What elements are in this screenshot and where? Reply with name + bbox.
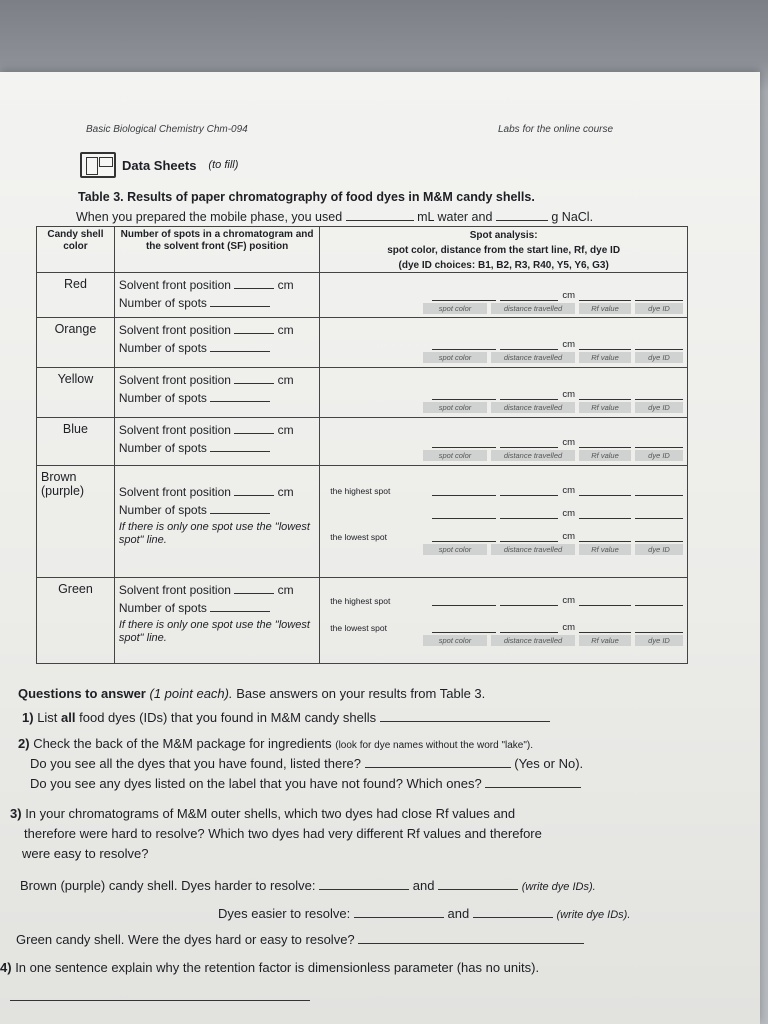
caption-distance: distance travelled (491, 450, 575, 461)
spot-analysis-cell (320, 273, 688, 318)
q1-answer-blank[interactable] (380, 710, 550, 722)
rf-blank[interactable] (579, 291, 631, 301)
rf-blank[interactable] (579, 486, 631, 496)
number-spots-blank[interactable] (210, 440, 270, 452)
caption-rf: Rf value (579, 303, 631, 314)
cm-unit: cm (562, 290, 575, 301)
data-sheets-title: Data Sheets (122, 157, 197, 173)
table-header-row (37, 227, 688, 273)
data-sheets-heading (80, 152, 238, 178)
solvent-front-blank[interactable] (234, 582, 274, 594)
caption-dye: dye ID (635, 544, 683, 555)
green-text: Green candy shell. Were the dyes hard or easy to resolve? (16, 932, 355, 947)
chromatography-results-table (36, 226, 688, 664)
q3-number: 3) (10, 806, 22, 821)
q2-which-blank[interactable] (485, 776, 581, 788)
q1-text-a: List (37, 710, 58, 725)
question-2-line-3 (30, 776, 581, 791)
spot-color-blank[interactable] (432, 486, 496, 496)
caption-rf: Rf value (579, 635, 631, 646)
dye-id-blank[interactable] (635, 532, 683, 542)
rf-blank[interactable] (579, 623, 631, 633)
distance-blank[interactable] (500, 486, 558, 496)
spot-color-blank[interactable] (432, 532, 496, 542)
dye-id-blank[interactable] (635, 486, 683, 496)
distance-blank[interactable] (500, 390, 558, 400)
solvent-front-label: Solvent front position (118, 323, 231, 337)
intro-italic: (1 point each). (149, 686, 233, 701)
header-candy-color: Candy shell color (37, 227, 115, 273)
labs-header: Labs for the online course (498, 124, 614, 135)
q4-answer-line[interactable] (10, 1000, 310, 1001)
cm-unit: cm (277, 423, 294, 437)
dye-id-blank[interactable] (635, 340, 683, 350)
table-title: Table 3. Results of paper chromatography of food dyes in M&M candy shells. (78, 190, 535, 204)
candy-color: Blue (37, 418, 115, 466)
dye-id-blank[interactable] (635, 291, 683, 301)
candy-color: Brown (purple) (37, 466, 115, 578)
header-number-spots: Number of spots in a chromatogram and the solvent front (SF) position (114, 227, 319, 273)
number-spots-label: Number of spots (118, 601, 207, 615)
spot-analysis-cell (320, 318, 688, 368)
solvent-cell (114, 418, 319, 466)
spot-analysis-cell (320, 578, 688, 664)
solvent-front-label: Solvent front position (118, 485, 231, 499)
one-spot-note: If there is only one spot use the "lowest spot" line. (118, 521, 310, 547)
data-sheet-icon (80, 152, 116, 178)
table-row-green (37, 578, 688, 664)
caption-rf: Rf value (579, 352, 631, 363)
cm-unit: cm (277, 373, 294, 387)
spot-analysis-desc: spot color, distance from the start line, Rf, dye ID (387, 245, 621, 256)
solvent-cell (114, 368, 319, 418)
dye-id-blank[interactable] (635, 596, 683, 606)
lowest-spot-label: the lowest spot (330, 623, 387, 633)
cm-unit: cm (562, 595, 575, 606)
caption-dye: dye ID (635, 352, 683, 363)
solvent-cell (114, 273, 319, 318)
caption-dye: dye ID (635, 450, 683, 461)
question-2-line-2 (30, 756, 583, 771)
caption-dye: dye ID (635, 635, 683, 646)
number-spots-label: Number of spots (118, 296, 207, 310)
q2-yes-no-blank[interactable] (365, 756, 511, 768)
data-sheets-subtitle: (to fill) (208, 159, 239, 171)
table-row-yellow (37, 368, 688, 418)
cm-unit: cm (277, 583, 294, 597)
spot-color-blank[interactable] (432, 438, 496, 448)
mobile-phase-line (76, 209, 593, 224)
distance-blank[interactable] (500, 596, 558, 606)
caption-spot-color: spot color (423, 352, 487, 363)
spot-color-blank[interactable] (432, 509, 496, 519)
question-3-line-2: therefore were hard to resolve? Which two dyes had very different Rf values and therefore (24, 826, 542, 841)
brown-easy-dye-2[interactable] (473, 906, 553, 918)
candy-color: Orange (37, 318, 115, 368)
number-spots-blank[interactable] (210, 390, 270, 402)
brown-easy-dye-1[interactable] (354, 906, 444, 918)
table-row-blue (37, 418, 688, 466)
solvent-front-label: Solvent front position (118, 423, 231, 437)
dye-id-blank[interactable] (635, 438, 683, 448)
spot-color-blank[interactable] (432, 291, 496, 301)
dye-id-blank[interactable] (635, 509, 683, 519)
number-spots-label: Number of spots (118, 391, 207, 405)
cm-unit: cm (562, 622, 575, 633)
intro-bold: Questions to answer (18, 686, 146, 701)
cm-unit: cm (562, 339, 575, 350)
course-header: Basic Biological Chemistry Chm-094 (86, 124, 248, 135)
spot-color-blank[interactable] (432, 390, 496, 400)
caption-rf: Rf value (579, 450, 631, 461)
brown-shell-line (20, 878, 596, 893)
q4-text: In one sentence explain why the retention factor is dimensionless parameter (has no units). (15, 960, 540, 975)
solvent-front-blank[interactable] (234, 422, 274, 434)
q2-text-b: Do you see all the dyes that you have found, listed there? (30, 756, 361, 771)
prep-text-1: When you prepared the mobile phase, you used (76, 210, 343, 224)
solvent-front-blank[interactable] (234, 277, 274, 289)
q3-text-a: In your chromatograms of M&M outer shells, which two dyes had close Rf values and (25, 806, 516, 821)
rf-blank[interactable] (579, 340, 631, 350)
distance-blank[interactable] (500, 291, 558, 301)
and-word: and (447, 906, 470, 921)
candy-color: Green (37, 578, 115, 664)
highest-spot-label: the highest spot (330, 596, 391, 606)
q2-number: 2) (18, 736, 30, 751)
spot-analysis-cell (320, 368, 688, 418)
cm-unit: cm (277, 485, 294, 499)
question-1 (22, 710, 550, 725)
q1-bold: all (61, 710, 76, 725)
spot-color-blank[interactable] (432, 623, 496, 633)
number-spots-blank[interactable] (210, 340, 270, 352)
green-answer-blank[interactable] (358, 932, 584, 944)
number-spots-label: Number of spots (118, 503, 207, 517)
caption-distance: distance travelled (491, 303, 575, 314)
solvent-cell (114, 578, 319, 664)
brown-hard-dye-1[interactable] (319, 878, 409, 890)
cm-unit: cm (562, 437, 575, 448)
spot-color-blank[interactable] (432, 596, 496, 606)
caption-distance: distance travelled (491, 402, 575, 413)
water-volume-blank[interactable] (346, 209, 414, 221)
caption-spot-color: spot color (423, 450, 487, 461)
distance-blank[interactable] (500, 438, 558, 448)
spot-analysis-title: Spot analysis: (469, 230, 538, 241)
one-spot-note: If there is only one spot use the "lowest spot" line. (118, 619, 310, 645)
q1-number: 1) (22, 710, 34, 725)
caption-dye: dye ID (635, 402, 683, 413)
solvent-front-label: Solvent front position (118, 583, 231, 597)
table-row-red (37, 273, 688, 318)
prep-text-3: g NaCl. (551, 210, 594, 224)
easier-resolve-line (218, 906, 630, 921)
question-2 (18, 736, 533, 751)
rf-blank[interactable] (579, 532, 631, 542)
cm-unit: cm (562, 389, 575, 400)
lowest-spot-label: the lowest spot (330, 532, 387, 542)
caption-spot-color: spot color (423, 402, 487, 413)
spot-analysis-choices: (dye ID choices: B1, B2, R3, R40, Y5, Y6, G3) (398, 260, 609, 271)
solvent-front-blank[interactable] (234, 372, 274, 384)
distance-blank[interactable] (500, 623, 558, 633)
brown-text: Brown (purple) candy shell. Dyes harder to resolve: (20, 878, 316, 893)
q2-text-a: Check the back of the M&M package for ingredients (33, 736, 332, 751)
distance-blank[interactable] (500, 532, 558, 542)
rf-blank[interactable] (579, 438, 631, 448)
nacl-mass-blank[interactable] (496, 209, 548, 221)
question-3-line-3: were easy to resolve? (22, 846, 149, 861)
question-4 (0, 960, 539, 975)
cm-unit: cm (277, 278, 294, 292)
dye-id-blank[interactable] (635, 623, 683, 633)
q2-small: (look for dye names without the word "lake"). (335, 740, 533, 751)
q1-text-b: food dyes (IDs) that you found in M&M candy shells (79, 710, 377, 725)
caption-rf: Rf value (579, 402, 631, 413)
table-row-orange (37, 318, 688, 368)
questions-intro (18, 686, 485, 701)
number-spots-label: Number of spots (118, 341, 207, 355)
spot-color-blank[interactable] (432, 340, 496, 350)
distance-blank[interactable] (500, 509, 558, 519)
dye-id-blank[interactable] (635, 390, 683, 400)
highest-spot-label: the highest spot (330, 486, 391, 496)
rf-blank[interactable] (579, 390, 631, 400)
cm-unit: cm (562, 531, 575, 542)
caption-distance: distance travelled (491, 352, 575, 363)
caption-spot-color: spot color (423, 635, 487, 646)
caption-spot-color: spot color (423, 544, 487, 555)
caption-distance: distance travelled (491, 544, 575, 555)
intro-rest: Base answers on your results from Table 3. (236, 686, 486, 701)
q4-number: 4) (0, 960, 12, 975)
write-ids-note: (write dye IDs). (521, 881, 596, 893)
number-spots-blank[interactable] (210, 600, 270, 612)
spot-analysis-cell (320, 418, 688, 466)
table-row-brown (37, 466, 688, 578)
number-spots-blank[interactable] (210, 502, 270, 514)
caption-distance: distance travelled (491, 635, 575, 646)
solvent-front-blank[interactable] (234, 322, 274, 334)
q2-text-c: Do you see any dyes listed on the label that you have not found? Which ones? (30, 776, 482, 791)
brown-hard-dye-2[interactable] (438, 878, 518, 890)
candy-color: Red (37, 273, 115, 318)
candy-color: Yellow (37, 368, 115, 418)
cm-unit: cm (562, 508, 575, 519)
green-shell-line (16, 932, 584, 947)
rf-blank[interactable] (579, 509, 631, 519)
solvent-front-label: Solvent front position (118, 373, 231, 387)
write-ids-note: (write dye IDs). (556, 909, 631, 921)
question-3 (10, 806, 515, 821)
easier-text: Dyes easier to resolve: (218, 906, 351, 921)
distance-blank[interactable] (500, 340, 558, 350)
cm-unit: cm (562, 485, 575, 496)
prep-text-2: mL water and (417, 210, 493, 224)
number-spots-blank[interactable] (210, 295, 270, 307)
solvent-front-blank[interactable] (234, 484, 274, 496)
cm-unit: cm (277, 323, 294, 337)
caption-dye: dye ID (635, 303, 683, 314)
caption-spot-color: spot color (423, 303, 487, 314)
solvent-cell (114, 466, 319, 578)
rf-blank[interactable] (579, 596, 631, 606)
spot-analysis-cell (320, 466, 688, 578)
header-spot-analysis (320, 227, 688, 273)
solvent-cell (114, 318, 319, 368)
solvent-front-label: Solvent front position (118, 278, 231, 292)
number-spots-label: Number of spots (118, 441, 207, 455)
and-word: and (412, 878, 435, 893)
caption-rf: Rf value (579, 544, 631, 555)
q2-yes-no: (Yes or No). (514, 756, 584, 771)
